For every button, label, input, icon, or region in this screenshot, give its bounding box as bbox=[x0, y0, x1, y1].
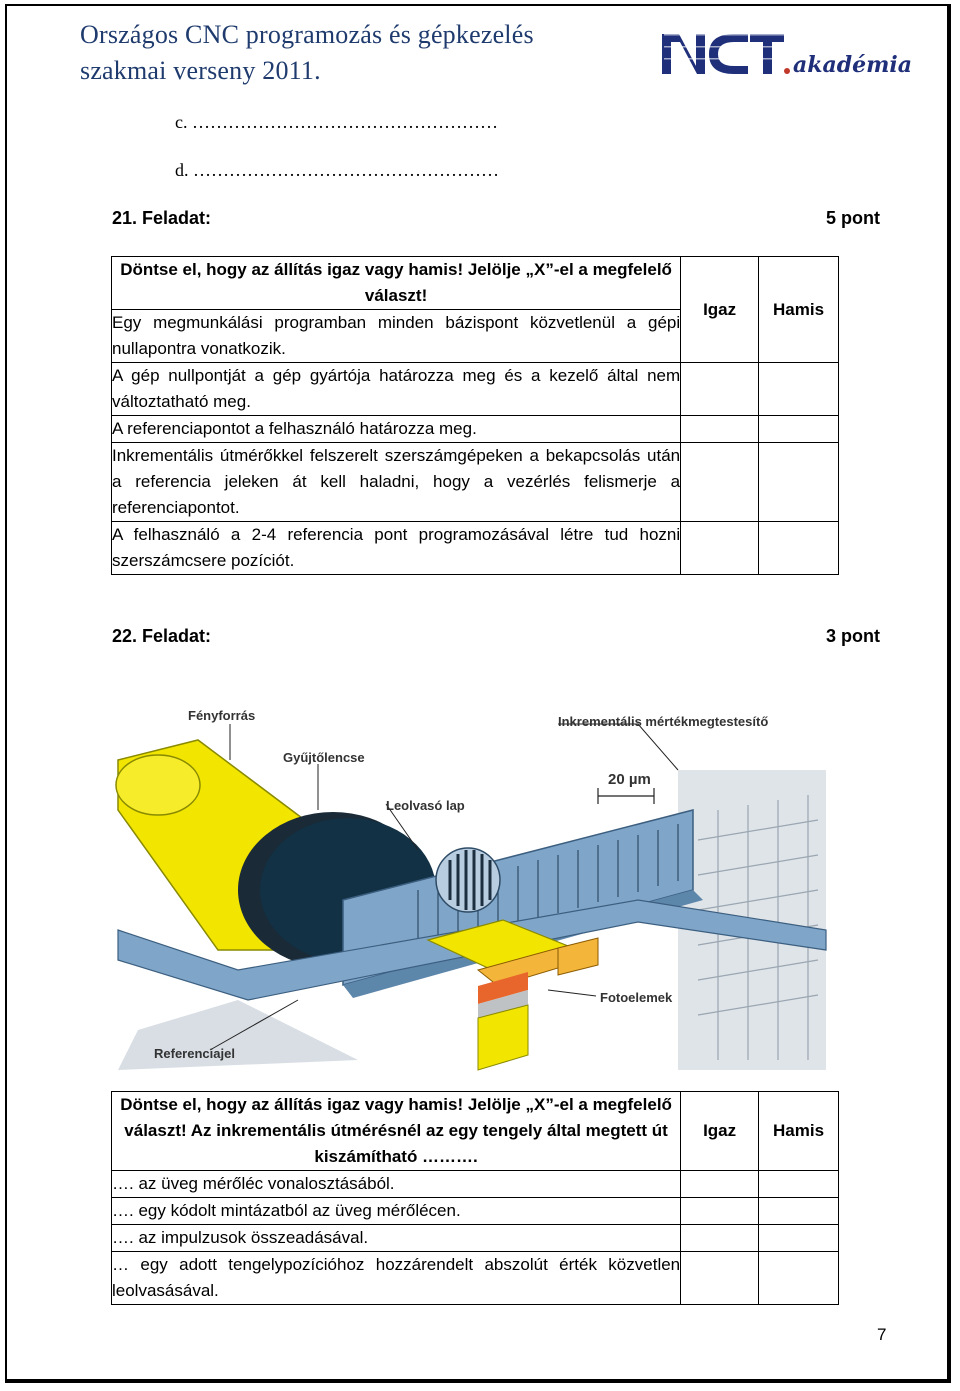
answer-cell-true[interactable] bbox=[681, 1198, 759, 1225]
statement: …. az impulzusok összeadásával. bbox=[112, 1225, 681, 1252]
table-row bbox=[112, 1225, 839, 1252]
answer-cell-true[interactable] bbox=[681, 1225, 759, 1252]
answer-cell-false[interactable] bbox=[759, 1252, 839, 1305]
label-pitch: 20 µm bbox=[608, 771, 651, 788]
table-row bbox=[112, 416, 839, 443]
pitch-dimension bbox=[598, 788, 654, 804]
table-row bbox=[112, 363, 839, 416]
statement: … egy adott tengelypozícióhoz hozzárendelt abszolút érték közvetlen leolvasásával. bbox=[112, 1252, 681, 1305]
label-light-source: Fényforrás bbox=[188, 708, 256, 723]
answer-cell-true[interactable] bbox=[681, 443, 759, 522]
answer-cell-true[interactable] bbox=[681, 1252, 759, 1305]
answer-cell-false[interactable] bbox=[759, 1225, 839, 1252]
statement: …. egy kódolt mintázatból az üveg mérőlécen. bbox=[112, 1198, 681, 1225]
task22-instruction: Döntse el, hogy az állítás igaz vagy hamis! Jelölje „X”-el a megfelelő választ! Az inkrementális útmérésnél az egy tengely által megtett út kiszámítható ………. bbox=[112, 1092, 681, 1171]
answer-cell-false[interactable] bbox=[759, 416, 839, 443]
task22-points: 3 pont bbox=[826, 626, 880, 646]
header-title: Országos CNC programozás és gépkezelés bbox=[80, 20, 534, 49]
task22-col-false: Hamis bbox=[759, 1092, 839, 1171]
statement: Inkrementális útmérőkkel felszerelt szerszámgépeken a bekapcsolás után a referencia jeleken át kell haladni, hogy a vezérlés felismerje a referenciapontot. bbox=[112, 443, 681, 522]
leftover-answer-c: c. …………………………………………… bbox=[175, 112, 498, 132]
answer-cell-false[interactable] bbox=[759, 522, 839, 575]
statement: …. az üveg mérőléc vonalosztásából. bbox=[112, 1171, 681, 1198]
nct-akademia-logo bbox=[662, 26, 913, 82]
task21-points: 5 pont bbox=[826, 208, 880, 228]
answer-cell-false[interactable] bbox=[759, 443, 839, 522]
label-reference-mark: Referenciajel bbox=[154, 1046, 235, 1061]
task22-col-true: Igaz bbox=[681, 1092, 759, 1171]
label-reader-plate: Leolvasó lap bbox=[386, 798, 465, 813]
table-row bbox=[112, 522, 839, 575]
label-incremental-scale: Inkrementális mértékmegtestesítő bbox=[558, 714, 769, 729]
reader-plate-boxes bbox=[428, 920, 598, 1070]
answer-cell-false[interactable] bbox=[759, 363, 839, 416]
table-row bbox=[112, 1171, 839, 1198]
task22-title: 22. Feladat: bbox=[112, 626, 212, 646]
task22-table bbox=[111, 1091, 839, 1305]
label-photocells: Fotoelemek bbox=[600, 990, 673, 1005]
answer-cell-true[interactable] bbox=[681, 522, 759, 575]
task21-col-false: Hamis bbox=[759, 257, 839, 363]
statement: A referenciapontot a felhasználó határozza meg. bbox=[112, 416, 681, 443]
page-number: 7 bbox=[877, 1325, 887, 1344]
task21-header-row bbox=[112, 257, 839, 310]
statement: Egy megmunkálási programban minden bázispont közvetlenül a gépi nullapontra vonatkozik. bbox=[112, 310, 681, 363]
answer-cell-false[interactable] bbox=[759, 1171, 839, 1198]
task21-title: 21. Feladat: bbox=[112, 208, 212, 228]
table-row bbox=[112, 1252, 839, 1305]
task21-col-true: Igaz bbox=[681, 257, 759, 363]
task22-header-row bbox=[112, 1092, 839, 1171]
svg-text:akadémia: akadémia bbox=[793, 52, 913, 78]
task21-table bbox=[111, 256, 839, 575]
answer-cell-true[interactable] bbox=[681, 1171, 759, 1198]
answer-cell-true[interactable] bbox=[681, 416, 759, 443]
table-row bbox=[112, 443, 839, 522]
header-subtitle: szakmai verseny 2011. bbox=[80, 56, 321, 85]
statement: A felhasználó a 2-4 referencia pont programozásával létre tud hozni szerszámcsere pozíciót. bbox=[112, 522, 681, 575]
incremental-encoder-figure bbox=[118, 700, 826, 1070]
answer-cell-true[interactable] bbox=[681, 363, 759, 416]
answer-cell-false[interactable] bbox=[759, 1198, 839, 1225]
label-lens: Gyűjtőlencse bbox=[283, 750, 365, 765]
leftover-answer-d: d. …………………………………………… bbox=[175, 160, 499, 180]
statement: A gép nullpontját a gép gyártója határozza meg és a kezelő által nem változtatható meg. bbox=[112, 363, 681, 416]
table-row bbox=[112, 1198, 839, 1225]
task21-instruction: Döntse el, hogy az állítás igaz vagy hamis! Jelölje „X”-el a megfelelő választ! bbox=[112, 257, 681, 310]
